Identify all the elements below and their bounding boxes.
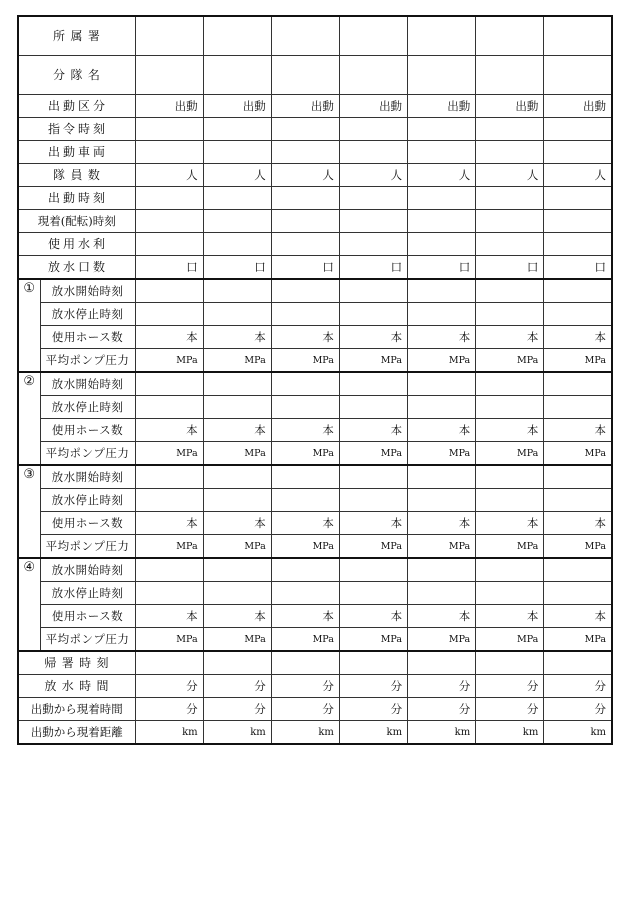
header-row-6-cell-5[interactable]: 人 <box>408 164 476 187</box>
block-4-row-2-cell-1[interactable] <box>135 582 203 605</box>
row-label: 分隊名 <box>18 56 135 95</box>
block-4-row-4-cell-1[interactable]: MPa <box>135 628 203 652</box>
block-3-row-3-cell-4[interactable]: 本 <box>339 512 407 535</box>
header-row-2-cell-3[interactable] <box>271 56 339 95</box>
block-4-row-4-cell-5[interactable]: MPa <box>408 628 476 652</box>
header-row-9-cell-3[interactable] <box>271 233 339 256</box>
block-row-label: 放水開始時刻 <box>40 558 135 582</box>
header-row-4-cell-7[interactable] <box>544 118 612 141</box>
block-4-row-3-cell-4[interactable]: 本 <box>339 605 407 628</box>
block-1-row-1-cell-5[interactable] <box>408 279 476 303</box>
footer-row-1-cell-6[interactable] <box>476 651 544 675</box>
block-4-row-3-cell-1[interactable]: 本 <box>135 605 203 628</box>
block-row-label: 平均ポンプ圧力 <box>40 349 135 373</box>
header-row-6-cell-7[interactable]: 人 <box>544 164 612 187</box>
block-2-row-3-cell-3[interactable]: 本 <box>271 419 339 442</box>
block-1-row-2-cell-6[interactable] <box>476 303 544 326</box>
block-2-row-1-cell-5[interactable] <box>408 372 476 396</box>
footer-row-1-cell-3[interactable] <box>271 651 339 675</box>
block-1-row-3-cell-1[interactable]: 本 <box>135 326 203 349</box>
header-row-10-cell-7[interactable]: 口 <box>544 256 612 280</box>
header-row-9-cell-7[interactable] <box>544 233 612 256</box>
header-row-5-cell-6[interactable] <box>476 141 544 164</box>
block-1-row-4-cell-6[interactable]: MPa <box>476 349 544 373</box>
row-label: 所属署 <box>18 16 135 56</box>
block-1-row-4-cell-3[interactable]: MPa <box>271 349 339 373</box>
footer-row-4-cell-1[interactable]: km <box>135 721 203 745</box>
footer-row-3 <box>18 698 612 721</box>
header-row-2-cell-5[interactable] <box>408 56 476 95</box>
block-1-row-3-cell-3[interactable]: 本 <box>271 326 339 349</box>
header-row-3 <box>18 95 612 118</box>
block-4-row-4-cell-7[interactable]: MPa <box>544 628 612 652</box>
block-2-row-4-cell-3[interactable]: MPa <box>271 442 339 466</box>
header-row-6 <box>18 164 612 187</box>
block-2-row-4-cell-7[interactable]: MPa <box>544 442 612 466</box>
fire-dispatch-report-form <box>17 15 613 745</box>
header-row-2-cell-2[interactable] <box>203 56 271 95</box>
block-2-row-1-cell-6[interactable] <box>476 372 544 396</box>
block-4-row-1-cell-3[interactable] <box>271 558 339 582</box>
block-2-row-2-cell-2[interactable] <box>203 396 271 419</box>
block-3-row-1-cell-1[interactable] <box>135 465 203 489</box>
footer-row-2-cell-5[interactable]: 分 <box>408 675 476 698</box>
footer-row-2-cell-3[interactable]: 分 <box>271 675 339 698</box>
header-row-10-cell-6[interactable]: 口 <box>476 256 544 280</box>
header-row-9-cell-6[interactable] <box>476 233 544 256</box>
footer-row-2-cell-7[interactable]: 分 <box>544 675 612 698</box>
block-3-row-3 <box>18 512 612 535</box>
block-3-row-2-cell-4[interactable] <box>339 489 407 512</box>
footer-row-4-cell-6[interactable]: km <box>476 721 544 745</box>
header-row-7-cell-5[interactable] <box>408 187 476 210</box>
block-row-label: 平均ポンプ圧力 <box>40 535 135 559</box>
block-2-row-2-cell-7[interactable] <box>544 396 612 419</box>
row-label: 出動車両 <box>18 141 135 164</box>
header-row-9-cell-5[interactable] <box>408 233 476 256</box>
header-row-1-cell-7[interactable] <box>544 16 612 56</box>
block-4-row-3-cell-6[interactable]: 本 <box>476 605 544 628</box>
footer-row-1-cell-4[interactable] <box>339 651 407 675</box>
block-4-row-3-cell-7[interactable]: 本 <box>544 605 612 628</box>
footer-row-3-cell-2[interactable]: 分 <box>203 698 271 721</box>
block-row-label: 放水停止時刻 <box>40 396 135 419</box>
block-3-row-4-cell-5[interactable]: MPa <box>408 535 476 559</box>
header-row-4-cell-2[interactable] <box>203 118 271 141</box>
block-3-row-2-cell-7[interactable] <box>544 489 612 512</box>
block-3-row-4 <box>18 535 612 559</box>
header-row-7-cell-6[interactable] <box>476 187 544 210</box>
block-2-row-3-cell-7[interactable]: 本 <box>544 419 612 442</box>
block-2-row-4 <box>18 442 612 466</box>
header-row-7-cell-1[interactable] <box>135 187 203 210</box>
block-4-row-2-cell-5[interactable] <box>408 582 476 605</box>
block-2-row-1 <box>18 372 612 396</box>
block-4-row-3 <box>18 605 612 628</box>
footer-row-4-cell-2[interactable]: km <box>203 721 271 745</box>
block-4-row-3-cell-5[interactable]: 本 <box>408 605 476 628</box>
block-1-row-3-cell-2[interactable]: 本 <box>203 326 271 349</box>
block-2-row-1-cell-1[interactable] <box>135 372 203 396</box>
footer-row-4-cell-5[interactable]: km <box>408 721 476 745</box>
block-4-row-2-cell-6[interactable] <box>476 582 544 605</box>
block-3-row-3-cell-6[interactable]: 本 <box>476 512 544 535</box>
block-1-row-1-cell-1[interactable] <box>135 279 203 303</box>
header-row-5-cell-7[interactable] <box>544 141 612 164</box>
row-label: 出動から現着距離 <box>18 721 135 745</box>
header-row-8-cell-5[interactable] <box>408 210 476 233</box>
block-1-row-4-cell-4[interactable]: MPa <box>339 349 407 373</box>
block-3-row-2-cell-3[interactable] <box>271 489 339 512</box>
block-3-row-1-cell-6[interactable] <box>476 465 544 489</box>
header-row-8-cell-6[interactable] <box>476 210 544 233</box>
header-row-6-cell-6[interactable]: 人 <box>476 164 544 187</box>
block-3-row-3-cell-1[interactable]: 本 <box>135 512 203 535</box>
block-1-row-1-cell-2[interactable] <box>203 279 271 303</box>
row-label: 帰署時刻 <box>18 651 135 675</box>
header-row-10 <box>18 256 612 280</box>
block-2-row-1-cell-4[interactable] <box>339 372 407 396</box>
block-4-row-1 <box>18 558 612 582</box>
block-2-row-4-cell-4[interactable]: MPa <box>339 442 407 466</box>
header-row-1-cell-4[interactable] <box>339 16 407 56</box>
block-3-row-3-cell-3[interactable]: 本 <box>271 512 339 535</box>
header-row-2-cell-6[interactable] <box>476 56 544 95</box>
block-1-row-3 <box>18 326 612 349</box>
header-row-10-cell-1[interactable]: 口 <box>135 256 203 280</box>
block-index-marker: ① <box>18 279 40 372</box>
header-row-3-cell-7[interactable]: 出動 <box>544 95 612 118</box>
block-3-row-1-cell-5[interactable] <box>408 465 476 489</box>
block-3-row-2-cell-2[interactable] <box>203 489 271 512</box>
header-row-5-cell-3[interactable] <box>271 141 339 164</box>
block-2-row-2-cell-3[interactable] <box>271 396 339 419</box>
block-3-row-3-cell-5[interactable]: 本 <box>408 512 476 535</box>
block-2-row-1-cell-7[interactable] <box>544 372 612 396</box>
block-3-row-1-cell-7[interactable] <box>544 465 612 489</box>
footer-row-2-cell-4[interactable]: 分 <box>339 675 407 698</box>
header-row-5-cell-5[interactable] <box>408 141 476 164</box>
block-3-row-1-cell-2[interactable] <box>203 465 271 489</box>
block-1-row-1-cell-3[interactable] <box>271 279 339 303</box>
block-1-row-2-cell-5[interactable] <box>408 303 476 326</box>
header-row-8-cell-4[interactable] <box>339 210 407 233</box>
block-4-row-1-cell-7[interactable] <box>544 558 612 582</box>
header-row-9-cell-4[interactable] <box>339 233 407 256</box>
header-row-7-cell-7[interactable] <box>544 187 612 210</box>
block-3-row-3-cell-2[interactable]: 本 <box>203 512 271 535</box>
block-3-row-1-cell-4[interactable] <box>339 465 407 489</box>
footer-row-3-cell-7[interactable]: 分 <box>544 698 612 721</box>
block-index-marker: ④ <box>18 558 40 651</box>
block-4-row-1-cell-4[interactable] <box>339 558 407 582</box>
header-row-3-cell-6[interactable]: 出動 <box>476 95 544 118</box>
block-3-row-1-cell-3[interactable] <box>271 465 339 489</box>
block-3-row-2-cell-1[interactable] <box>135 489 203 512</box>
header-row-6-cell-1[interactable]: 人 <box>135 164 203 187</box>
block-1-row-2-cell-7[interactable] <box>544 303 612 326</box>
block-4-row-3-cell-2[interactable]: 本 <box>203 605 271 628</box>
block-1-row-3-cell-5[interactable]: 本 <box>408 326 476 349</box>
row-label: 放水時間 <box>18 675 135 698</box>
footer-row-1-cell-5[interactable] <box>408 651 476 675</box>
footer-row-3-cell-6[interactable]: 分 <box>476 698 544 721</box>
header-row-8-cell-3[interactable] <box>271 210 339 233</box>
footer-row-1-cell-2[interactable] <box>203 651 271 675</box>
header-row-5-cell-1[interactable] <box>135 141 203 164</box>
block-4-row-1-cell-1[interactable] <box>135 558 203 582</box>
block-2-row-4-cell-2[interactable]: MPa <box>203 442 271 466</box>
block-3-row-1 <box>18 465 612 489</box>
footer-row-4-cell-7[interactable]: km <box>544 721 612 745</box>
header-row-8-cell-1[interactable] <box>135 210 203 233</box>
block-row-label: 使用ホース数 <box>40 419 135 442</box>
block-row-label: 平均ポンプ圧力 <box>40 442 135 466</box>
block-2-row-2-cell-1[interactable] <box>135 396 203 419</box>
block-3-row-4-cell-3[interactable]: MPa <box>271 535 339 559</box>
footer-row-1 <box>18 651 612 675</box>
header-row-1-cell-1[interactable] <box>135 16 203 56</box>
block-1-row-3-cell-7[interactable]: 本 <box>544 326 612 349</box>
block-4-row-1-cell-2[interactable] <box>203 558 271 582</box>
block-4-row-4 <box>18 628 612 652</box>
block-1-row-4 <box>18 349 612 373</box>
block-1-row-4-cell-7[interactable]: MPa <box>544 349 612 373</box>
header-row-6-cell-2[interactable]: 人 <box>203 164 271 187</box>
header-row-3-cell-5[interactable]: 出動 <box>408 95 476 118</box>
block-2-row-4-cell-5[interactable]: MPa <box>408 442 476 466</box>
block-2-row-3 <box>18 419 612 442</box>
row-label: 出動時刻 <box>18 187 135 210</box>
header-row-1 <box>18 16 612 56</box>
block-3-row-4-cell-2[interactable]: MPa <box>203 535 271 559</box>
block-row-label: 放水停止時刻 <box>40 303 135 326</box>
block-1-row-2-cell-4[interactable] <box>339 303 407 326</box>
block-4-row-4-cell-4[interactable]: MPa <box>339 628 407 652</box>
footer-row-2 <box>18 675 612 698</box>
block-row-label: 使用ホース数 <box>40 512 135 535</box>
block-3-row-2-cell-5[interactable] <box>408 489 476 512</box>
block-4-row-3-cell-3[interactable]: 本 <box>271 605 339 628</box>
block-1-row-4-cell-5[interactable]: MPa <box>408 349 476 373</box>
header-row-6-cell-4[interactable]: 人 <box>339 164 407 187</box>
block-4-row-2-cell-7[interactable] <box>544 582 612 605</box>
block-1-row-2-cell-1[interactable] <box>135 303 203 326</box>
header-row-4-cell-6[interactable] <box>476 118 544 141</box>
header-row-9 <box>18 233 612 256</box>
block-4-row-4-cell-6[interactable]: MPa <box>476 628 544 652</box>
block-1-row-1-cell-6[interactable] <box>476 279 544 303</box>
header-row-8 <box>18 210 612 233</box>
header-row-7-cell-4[interactable] <box>339 187 407 210</box>
row-label: 出動から現着時間 <box>18 698 135 721</box>
header-row-7 <box>18 187 612 210</box>
block-2-row-3-cell-6[interactable]: 本 <box>476 419 544 442</box>
block-row-label: 放水開始時刻 <box>40 372 135 396</box>
header-row-7-cell-2[interactable] <box>203 187 271 210</box>
block-1-row-2-cell-2[interactable] <box>203 303 271 326</box>
block-3-row-4-cell-6[interactable]: MPa <box>476 535 544 559</box>
header-row-5 <box>18 141 612 164</box>
block-4-row-1-cell-6[interactable] <box>476 558 544 582</box>
block-4-row-2 <box>18 582 612 605</box>
block-row-label: 放水停止時刻 <box>40 582 135 605</box>
header-row-6-cell-3[interactable]: 人 <box>271 164 339 187</box>
header-row-10-cell-5[interactable]: 口 <box>408 256 476 280</box>
block-1-row-2-cell-3[interactable] <box>271 303 339 326</box>
header-row-10-cell-4[interactable]: 口 <box>339 256 407 280</box>
footer-row-3-cell-5[interactable]: 分 <box>408 698 476 721</box>
row-label: 現着(配転)時刻 <box>18 210 135 233</box>
footer-row-2-cell-6[interactable]: 分 <box>476 675 544 698</box>
block-1-row-2 <box>18 303 612 326</box>
block-row-label: 平均ポンプ圧力 <box>40 628 135 652</box>
block-4-row-4-cell-2[interactable]: MPa <box>203 628 271 652</box>
footer-row-4-cell-3[interactable]: km <box>271 721 339 745</box>
block-2-row-4-cell-6[interactable]: MPa <box>476 442 544 466</box>
header-row-1-cell-6[interactable] <box>476 16 544 56</box>
header-row-2-cell-7[interactable] <box>544 56 612 95</box>
block-4-row-2-cell-2[interactable] <box>203 582 271 605</box>
row-label: 隊員数 <box>18 164 135 187</box>
header-row-10-cell-2[interactable]: 口 <box>203 256 271 280</box>
block-2-row-2-cell-4[interactable] <box>339 396 407 419</box>
block-row-label: 放水開始時刻 <box>40 279 135 303</box>
block-2-row-3-cell-5[interactable]: 本 <box>408 419 476 442</box>
footer-row-4-cell-4[interactable]: km <box>339 721 407 745</box>
header-row-7-cell-3[interactable] <box>271 187 339 210</box>
block-row-label: 放水開始時刻 <box>40 465 135 489</box>
footer-row-3-cell-3[interactable]: 分 <box>271 698 339 721</box>
header-row-2-cell-4[interactable] <box>339 56 407 95</box>
footer-row-2-cell-2[interactable]: 分 <box>203 675 271 698</box>
header-row-2 <box>18 56 612 95</box>
block-row-label: 使用ホース数 <box>40 326 135 349</box>
block-2-row-2 <box>18 396 612 419</box>
block-4-row-4-cell-3[interactable]: MPa <box>271 628 339 652</box>
header-row-1-cell-3[interactable] <box>271 16 339 56</box>
header-row-10-cell-3[interactable]: 口 <box>271 256 339 280</box>
row-label: 出動区分 <box>18 95 135 118</box>
header-row-4-cell-3[interactable] <box>271 118 339 141</box>
footer-row-2-cell-1[interactable]: 分 <box>135 675 203 698</box>
block-2-row-1-cell-2[interactable] <box>203 372 271 396</box>
header-row-8-cell-7[interactable] <box>544 210 612 233</box>
block-2-row-3-cell-2[interactable]: 本 <box>203 419 271 442</box>
header-row-3-cell-2[interactable]: 出動 <box>203 95 271 118</box>
header-row-3-cell-4[interactable]: 出動 <box>339 95 407 118</box>
block-3-row-4-cell-4[interactable]: MPa <box>339 535 407 559</box>
block-1-row-1-cell-7[interactable] <box>544 279 612 303</box>
block-4-row-2-cell-4[interactable] <box>339 582 407 605</box>
block-2-row-2-cell-6[interactable] <box>476 396 544 419</box>
block-2-row-4-cell-1[interactable]: MPa <box>135 442 203 466</box>
header-row-1-cell-5[interactable] <box>408 16 476 56</box>
row-label: 指令時刻 <box>18 118 135 141</box>
footer-row-3-cell-1[interactable]: 分 <box>135 698 203 721</box>
block-index-marker: ③ <box>18 465 40 558</box>
header-row-4-cell-1[interactable] <box>135 118 203 141</box>
block-row-label: 放水停止時刻 <box>40 489 135 512</box>
row-label: 使用水利 <box>18 233 135 256</box>
header-row-9-cell-2[interactable] <box>203 233 271 256</box>
header-row-2-cell-1[interactable] <box>135 56 203 95</box>
block-2-row-3-cell-4[interactable]: 本 <box>339 419 407 442</box>
header-row-3-cell-1[interactable]: 出動 <box>135 95 203 118</box>
header-row-9-cell-1[interactable] <box>135 233 203 256</box>
block-1-row-1-cell-4[interactable] <box>339 279 407 303</box>
footer-row-3-cell-4[interactable]: 分 <box>339 698 407 721</box>
block-3-row-2 <box>18 489 612 512</box>
block-2-row-3-cell-1[interactable]: 本 <box>135 419 203 442</box>
footer-row-1-cell-7[interactable] <box>544 651 612 675</box>
block-1-row-3-cell-6[interactable]: 本 <box>476 326 544 349</box>
row-label: 放水口数 <box>18 256 135 280</box>
header-row-1-cell-2[interactable] <box>203 16 271 56</box>
block-1-row-3-cell-4[interactable]: 本 <box>339 326 407 349</box>
block-3-row-4-cell-7[interactable]: MPa <box>544 535 612 559</box>
header-row-8-cell-2[interactable] <box>203 210 271 233</box>
header-row-4 <box>18 118 612 141</box>
block-3-row-3-cell-7[interactable]: 本 <box>544 512 612 535</box>
footer-row-1-cell-1[interactable] <box>135 651 203 675</box>
block-4-row-1-cell-5[interactable] <box>408 558 476 582</box>
form-body <box>18 16 612 744</box>
block-index-marker: ② <box>18 372 40 465</box>
block-4-row-2-cell-3[interactable] <box>271 582 339 605</box>
block-1-row-4-cell-2[interactable]: MPa <box>203 349 271 373</box>
block-1-row-4-cell-1[interactable]: MPa <box>135 349 203 373</box>
block-3-row-4-cell-1[interactable]: MPa <box>135 535 203 559</box>
header-row-5-cell-2[interactable] <box>203 141 271 164</box>
block-3-row-2-cell-6[interactable] <box>476 489 544 512</box>
footer-row-4 <box>18 721 612 745</box>
block-2-row-2-cell-5[interactable] <box>408 396 476 419</box>
header-row-5-cell-4[interactable] <box>339 141 407 164</box>
block-row-label: 使用ホース数 <box>40 605 135 628</box>
block-1-row-1 <box>18 279 612 303</box>
header-row-4-cell-4[interactable] <box>339 118 407 141</box>
header-row-3-cell-3[interactable]: 出動 <box>271 95 339 118</box>
header-row-4-cell-5[interactable] <box>408 118 476 141</box>
block-2-row-1-cell-3[interactable] <box>271 372 339 396</box>
